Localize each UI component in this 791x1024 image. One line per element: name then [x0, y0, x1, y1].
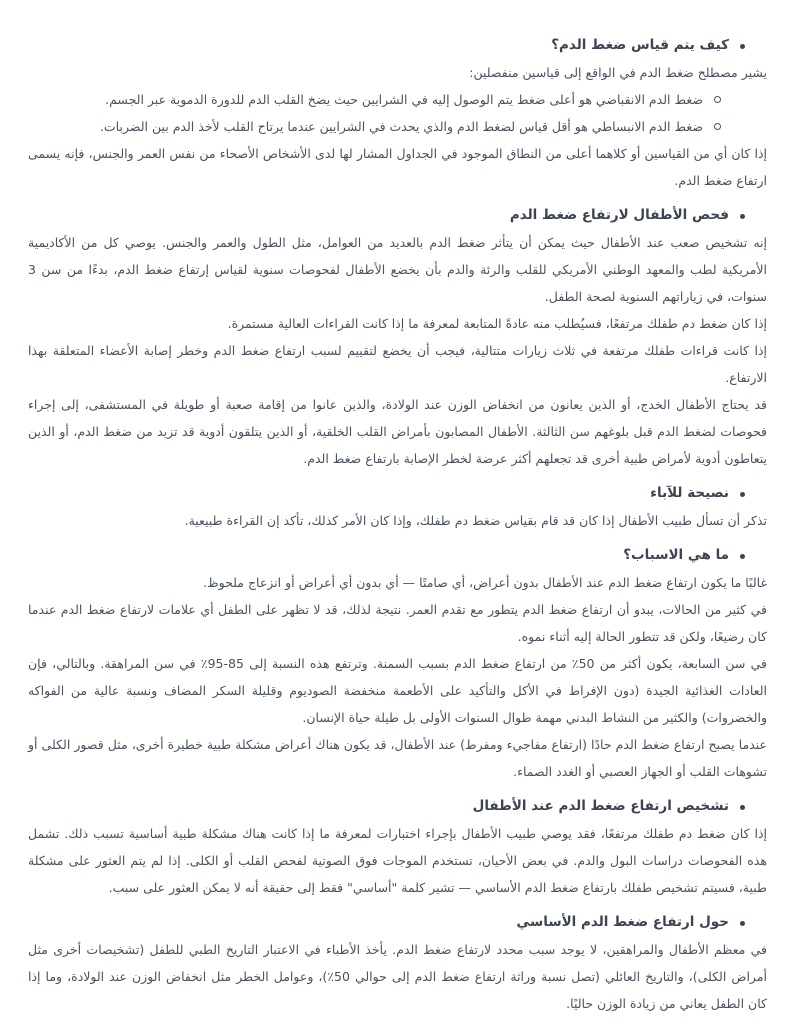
section: [28, 542, 767, 785]
section: [28, 480, 767, 534]
paragraph: يشير مصطلح ضغط الدم في الواقع إلى قياسين منفصلين:: [469, 65, 767, 80]
bullet-dot-icon: [740, 805, 745, 810]
section: [28, 793, 767, 901]
section-heading: [28, 542, 767, 569]
section-heading-text: تشخيص ارتفاع ضغط الدم عند الأطفال: [472, 798, 729, 814]
section-heading: [28, 793, 767, 820]
paragraph: في معظم الأطفال والمراهقين، لا يوجد سبب محدد لارتفاع ضغط الدم. يأخذ الأطباء في الاعتبار التاريخ الطبي للطفل (تشخيصات أخرى مثل أمراض الكلى)، والتاريخ العائلي (تصل نسبة وراثة ارتفاع ضغط الدم إلى حوالي 50٪)، وعوامل الخطر مثل انخفاض الوزن عند الولادة، وما إذا كان الطفل يعاني من زيادة الوزن حاليًا.: [28, 942, 767, 1011]
sub-bullet-item: [28, 86, 767, 113]
paragraph: إذا كانت قراءات طفلك مرتفعة في ثلاث زيارات متتالية، فيجب أن يخضع لتقييم لسبب ارتفاع ضغط الدم وخطر إصابة الأعضاء المتعلقة بهذا الارتفاع.: [28, 343, 767, 385]
section-heading-text: نصيحة للآباء: [650, 485, 729, 501]
hollow-circle-bullet-icon: [714, 123, 721, 130]
section-heading: [28, 480, 767, 507]
section: [28, 32, 767, 194]
paragraph: في سن السابعة، يكون أكثر من 50٪ من ارتفاع ضغط الدم بسبب السمنة. وترتفع هذه النسبة إلى 85-95٪ في سن المراهقة. وبالتالي، فإن العادات الغذائية الجيدة (دون الإفراط في الأكل والتأكيد على الأطعمة منخفضة الصوديوم وقليلة السكر المضاف ونسبة عالية من الفواكه والخضروات) والكثير من النشاط البدني مهمة طوال السنوات الأولى بل طيلة حياة الإنسان.: [28, 656, 767, 725]
section-heading-text: ما هي الاسباب؟: [623, 547, 729, 563]
paragraph: إذا كان ضغط دم طفلك مرتفعًا، فقد يوصي طبيب الأطفال بإجراء اختبارات لمعرفة ما إذا كانت هناك مشكلة طبية أساسية تسبب ذلك. تشمل هذه الفحوصات دراسات البول والدم. في بعض الأحيان، تستخدم الموجات فوق الصوتية لفحص القلب أو الكلى. إذا لم يتم العثور على مشكلة طبية، فسيتم تشخيص طفلك بارتفاع ضغط الدم الأساسي — تشير كلمة "أساسي" فقط إلى حقيقة أنه لا يمكن العثور على سبب.: [28, 826, 767, 895]
bullet-dot-icon: [740, 921, 745, 926]
hollow-circle-bullet-icon: [714, 96, 721, 103]
bullet-dot-icon: [740, 554, 745, 559]
paragraph: في كثير من الحالات، يبدو أن ارتفاع ضغط الدم يتطور مع تقدم العمر. نتيجة لذلك، قد لا تظهر على الطفل أي علامات لارتفاع ضغط الدم عندما كان رضيعًا، ولكن قد تتطور الحالة إليه أثناء نموه.: [28, 602, 767, 644]
section: [28, 909, 767, 1017]
section-heading-text: كيف يتم قياس ضغط الدم؟: [551, 37, 729, 53]
section: [28, 202, 767, 472]
paragraph: إذا كان أي من القياسين أو كلاهما أعلى من النطاق الموجود في الجداول المشار لها لدى الأشخاص الأصحاء من نفس العمر والجنس، فإنه يسمى ارتفاع ضغط الدم.: [28, 146, 767, 188]
paragraph: إذا كان ضغط دم طفلك مرتفعًا، فسيُطلب منه عادةً المتابعة لمعرفة ما إذا كانت القراءات العالية مستمرة.: [227, 316, 767, 331]
section-heading: [28, 909, 767, 936]
paragraph: قد يحتاج الأطفال الخدج، أو الذين يعانون من انخفاض الوزن عند الولادة، والذين عانوا من إقامة صعبة أو طويلة في المستشفى، إلى إجراء فحوصات لضغط الدم قبل بلوغهم سن الثالثة. الأطفال المصابون بأمراض القلب الخلقية، أو الذين يتلقون أدوية قد تزيد من ضغط الدم، أو الذين يتعاطون أدوية لأمراض طبية أخرى قد تجعلهم أكثر عرضة لخطر الإصابة بارتفاع ضغط الدم.: [28, 397, 767, 466]
sub-bullet-text: ضغط الدم الانبساطي هو أقل قياس لضغط الدم والذي يحدث في الشرايين عندما يرتاح القلب لأخذ الدم بين الضربات.: [99, 119, 703, 134]
bullet-dot-icon: [740, 492, 745, 497]
paragraph: غالبًا ما يكون ارتفاع ضغط الدم عند الأطفال بدون أعراض، أي صامتًا — أي بدون أي أعراض أو انزعاج ملحوظ.: [203, 575, 767, 590]
sub-bullet-item: [28, 113, 767, 140]
bullet-dot-icon: [740, 44, 745, 49]
section-heading: [28, 202, 767, 229]
paragraph: عندما يصبح ارتفاع ضغط الدم حادًا (ارتفاع مفاجيء ومفرط) عند الأطفال، قد يكون هناك أعراض مشكلة طبية خطيرة أخرى، مثل قصور الكلى أو تشوهات القلب أو الجهاز العصبي أو الغدد الصماء.: [28, 737, 767, 779]
section-heading: [28, 32, 767, 59]
section-heading-text: حول ارتفاع ضغط الدم الأساسي: [516, 914, 729, 930]
paragraph: إنه تشخيص صعب عند الأطفال حيث يمكن أن يتأثر ضغط الدم بالعديد من العوامل، مثل الطول والعمر والجنس. يوصي كل من الأكاديمية الأمريكية لطب والمعهد الوطني الأمريكي للقلب والرئة والدم بأن يخضع الأطفال لفحوصات سنوية لقياس إرتفاع ضغط الدم، بدءًا من سن 3 سنوات، في زياراتهم السنوية لصحة الطفل.: [28, 235, 767, 304]
sub-bullet-text: ضغط الدم الانقباضي هو أعلى ضغط يتم الوصول إليه في الشرايين حيث يضخ القلب الدم للدورة الدموية عبر الجسم.: [105, 92, 703, 107]
bullet-dot-icon: [740, 214, 745, 219]
paragraph: تذكر أن تسأل طبيب الأطفال إذا كان قد قام بقياس ضغط دم طفلك، وإذا كان الأمر كذلك، تأكد إن القراءة طبيعية.: [184, 513, 767, 528]
section-heading-text: فحص الأطفال لارتفاع ضغط الدم: [509, 207, 729, 223]
